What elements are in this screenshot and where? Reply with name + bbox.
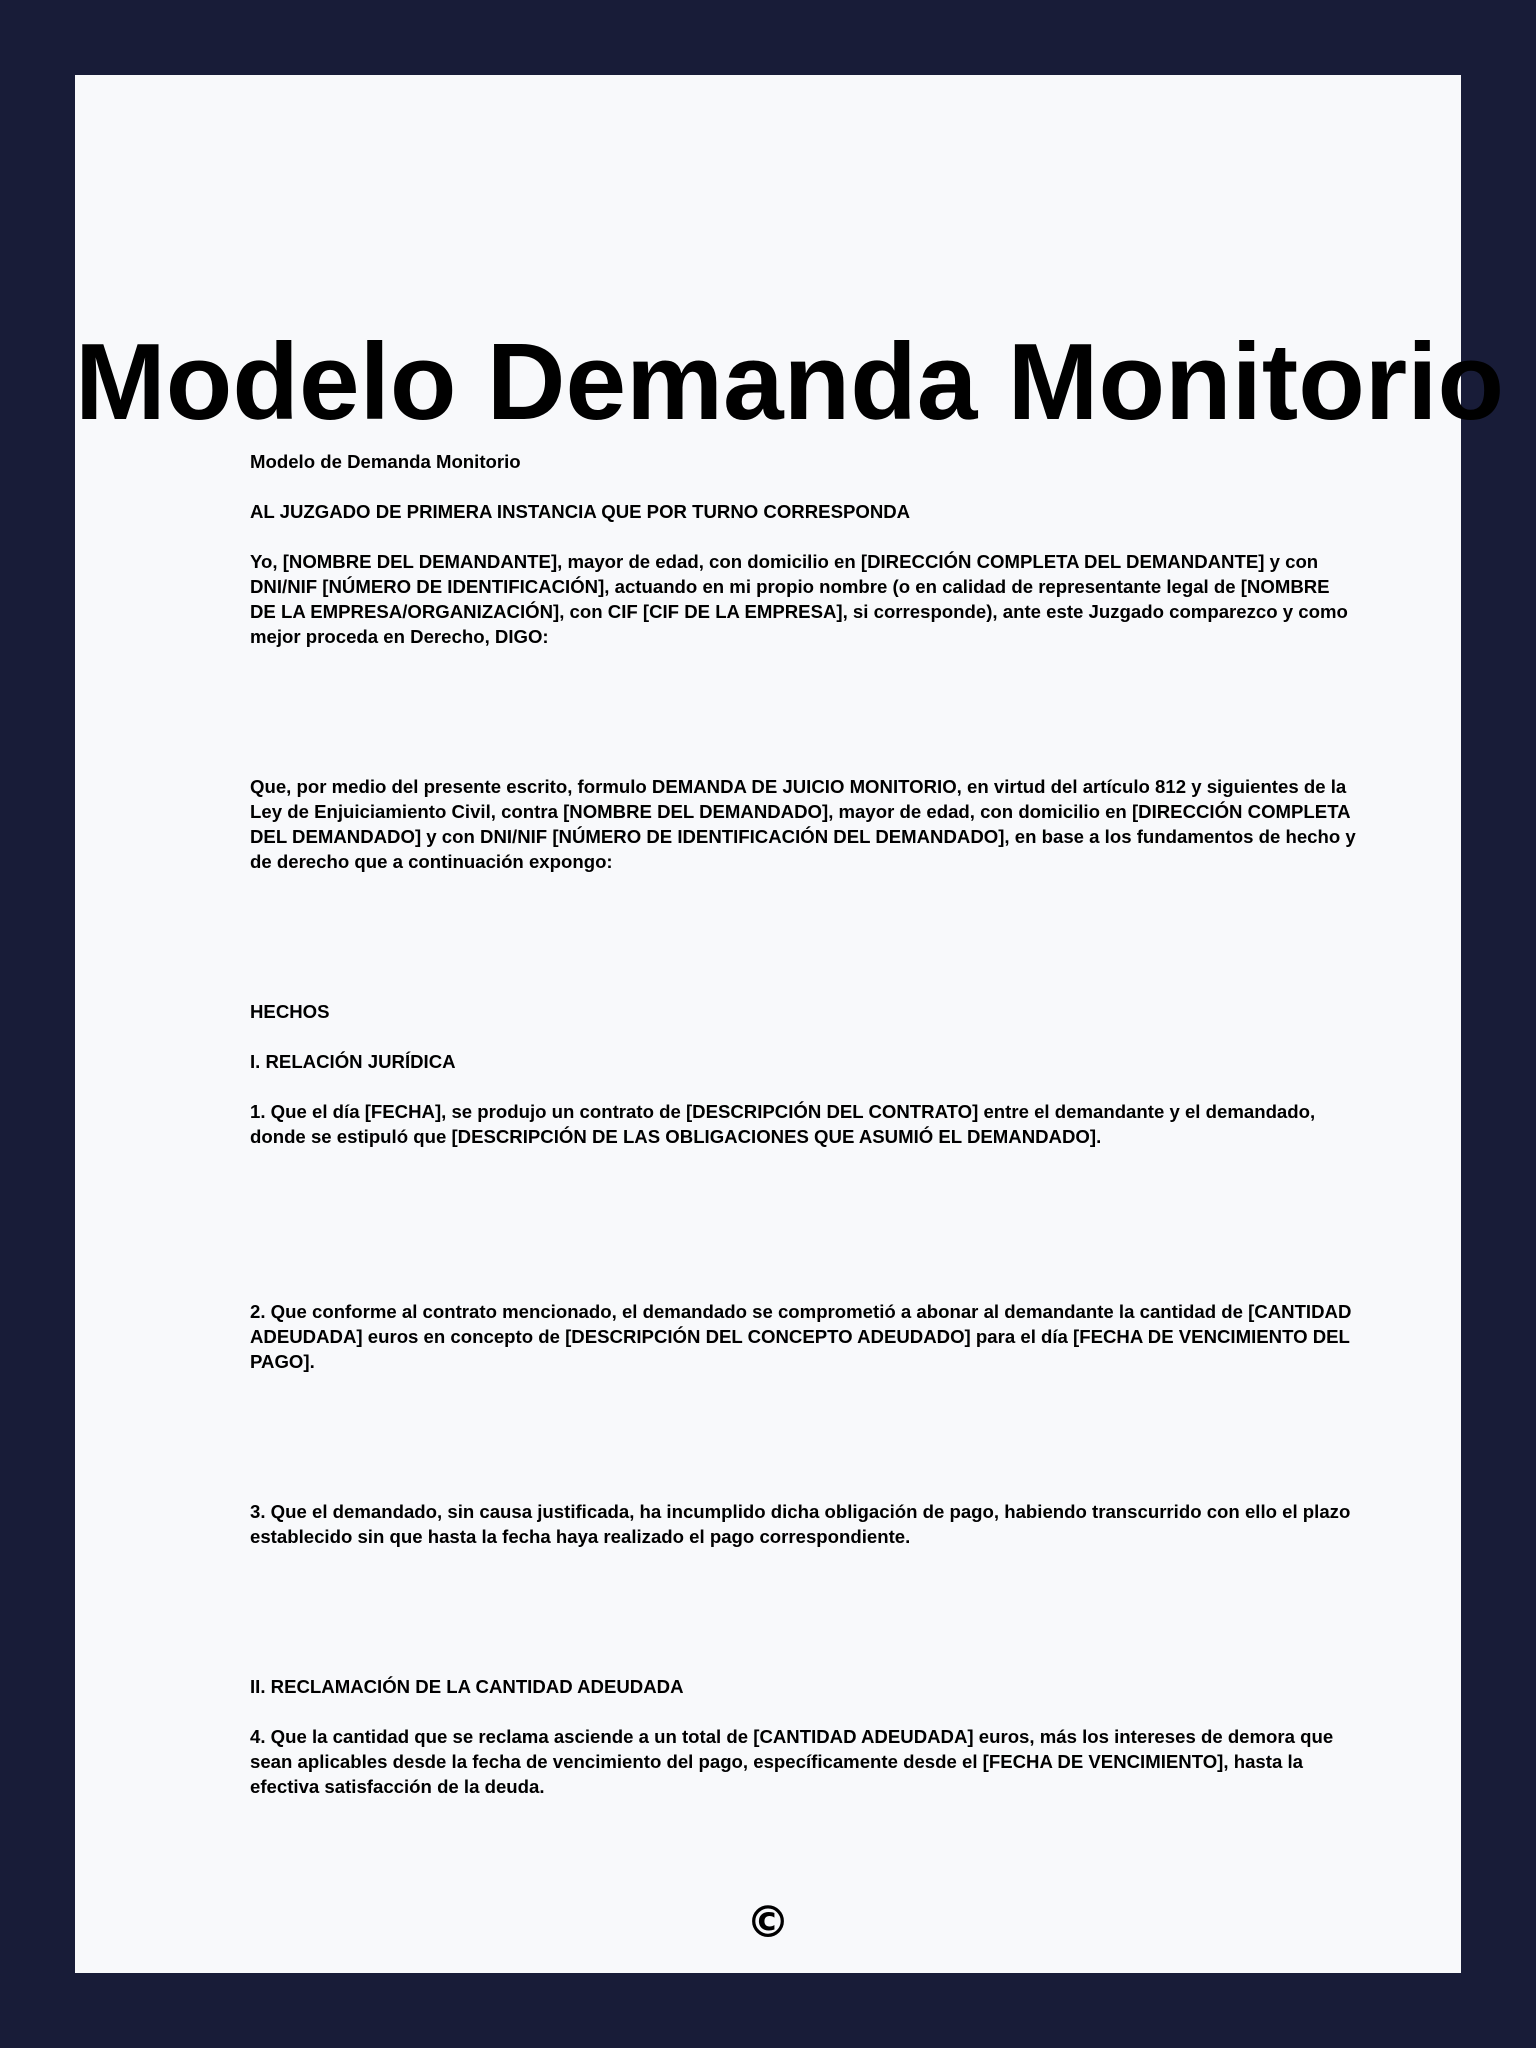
claim-paragraph: Que, por medio del presente escrito, formulo DEMANDA DE JUICIO MONITORIO, en virtud del artículo 812 y siguientes de la Ley de Enjuiciamiento Civil, contra [NOMBRE DEL DEMANDADO], mayor de edad, con domicilio en [DIRECCIÓN COMPLETA DEL DEMANDADO] y con DNI/NIF [NÚMERO DE IDENTIFICACIÓN DEL DEMANDADO], en base a los fundamentos de hecho y de derecho que a continuación expongo: [250,776,1356,872]
fact-2-paragraph: 2. Que conforme al contrato mencionado, el demandado se comprometió a abonar al demandante la cantidad de [CANTIDAD ADEUDADA] euros en concepto de [DESCRIPCIÓN DEL CONCEPTO ADEUDADO] para el día [FECHA DE VENCIMIENTO DEL PAGO]. [250,1301,1352,1372]
document-heading: Modelo de Demanda Monitorio [250,451,521,472]
document-title: Modelo Demanda Monitorio [75,321,1505,443]
court-address: AL JUZGADO DE PRIMERA INSTANCIA QUE POR TURNO CORRESPONDA [250,501,911,522]
fact-3-paragraph: 3. Que el demandado, sin causa justificada, ha incumplido dicha obligación de pago, habiendo transcurrido con ello el plazo establecido sin que hasta la fecha haya realizado el pago correspondiente. [250,1501,1351,1547]
section-heading-hechos: HECHOS [250,1001,330,1022]
section-heading-reclamacion: II. RECLAMACIÓN DE LA CANTIDAD ADEUDADA [250,1676,684,1697]
fact-1-paragraph: 1. Que el día [FECHA], se produjo un contrato de [DESCRIPCIÓN DEL CONTRATO] entre el demandante y el demandado, donde se estipuló que [DESCRIPCIÓN DE LAS OBLIGACIONES QUE ASUMIÓ EL DEMANDADO]. [250,1101,1316,1147]
section-heading-relacion-juridica: I. RELACIÓN JURÍDICA [250,1051,456,1072]
fact-4-paragraph: 4. Que la cantidad que se reclama asciende a un total de [CANTIDAD ADEUDADA] euros, más los intereses de demora que sean aplicables desde la fecha de vencimiento del pago, específicamente desde el [FECHA DE VENCIMIENTO], hasta la efectiva satisfacción de la deuda. [250,1726,1334,1797]
document-page [75,75,1505,1973]
plaintiff-paragraph: Yo, [NOMBRE DEL DEMANDANTE], mayor de edad, con domicilio en [DIRECCIÓN COMPLETA DEL DEMANDANTE] y con DNI/NIF [NÚMERO DE IDENTIFICACIÓN], actuando en mi propio nombre (o en calidad de representante legal de [NOMBRE DE LA EMPRESA/ORGANIZACIÓN], con CIF [CIF DE LA EMPRESA], si corresponde), ante este Juzgado comparezco y como mejor proceda en Derecho, DIGO: [250,551,1348,647]
copyright-icon: © [746,1897,790,1948]
